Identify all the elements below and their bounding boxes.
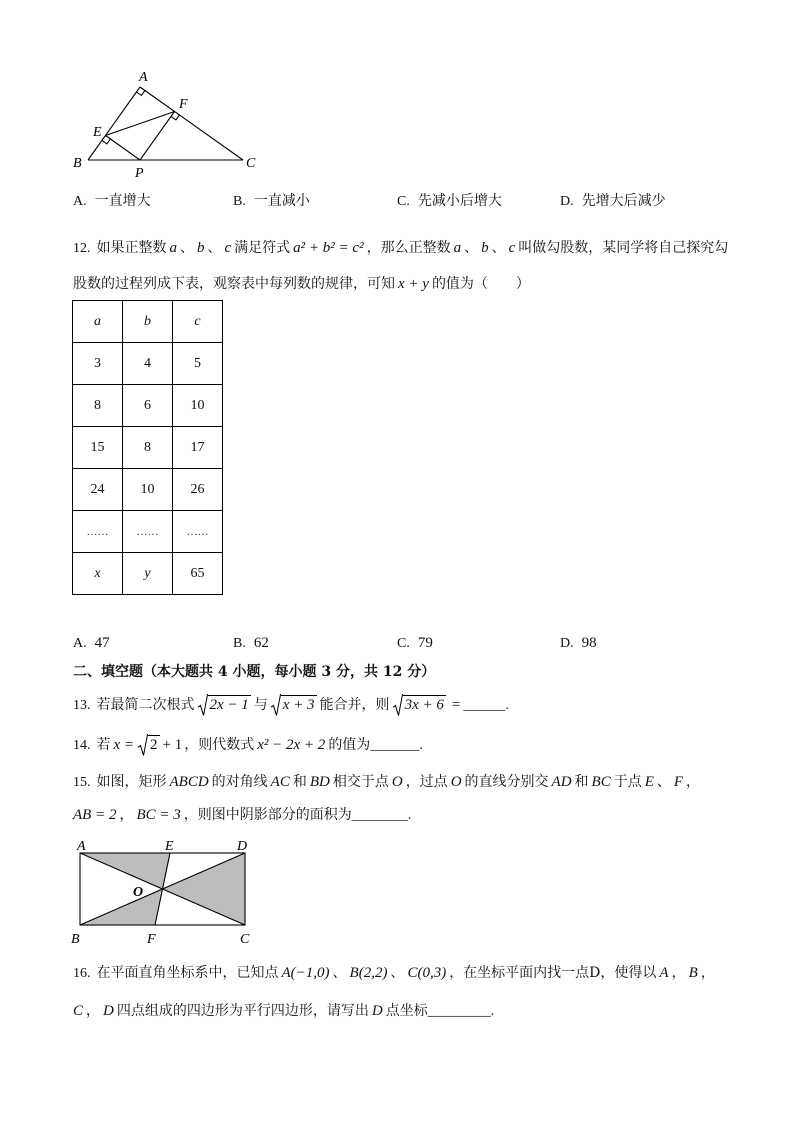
radicand: 2x − 1 — [209, 697, 249, 713]
table-row — [73, 427, 223, 469]
question-15-line-1 — [73, 771, 700, 793]
table-cell: …… — [73, 511, 123, 553]
question-text: 与 — [253, 697, 268, 713]
option-b — [233, 632, 269, 654]
question-text: 若最简二次根式 — [96, 697, 195, 713]
question-text: 四点组成的四边形为平行四边形，请写出 — [116, 1003, 369, 1019]
math-var: O — [391, 774, 403, 790]
math-var: ABCD — [169, 774, 209, 790]
table-row — [73, 343, 223, 385]
radical-sign-icon — [198, 694, 208, 716]
question-text: 、 — [464, 240, 479, 256]
question-text: ， — [671, 965, 686, 981]
radical-expression — [138, 734, 160, 756]
right-angle-mark-e — [102, 139, 110, 144]
option-d — [560, 190, 666, 212]
radical-expression — [393, 694, 446, 716]
table-row — [73, 511, 223, 553]
label-p: P — [135, 166, 144, 181]
question-text: 满足符式 — [234, 240, 291, 256]
option-letter: C. — [397, 636, 410, 651]
table-cell: 17 — [173, 427, 223, 469]
option-c — [397, 190, 502, 212]
math-var: F — [673, 774, 684, 790]
math-var: c — [224, 240, 232, 256]
math-var: BC — [591, 774, 611, 790]
question-number: 12. — [73, 241, 91, 256]
table-cell: 5 — [173, 343, 223, 385]
math-point: A(−1,0) — [281, 965, 330, 981]
math-var: a — [169, 240, 177, 256]
math-var: D — [103, 1003, 114, 1019]
question-text: 在平面直角坐标系中，已知点 — [96, 965, 279, 981]
question-text: 、 — [332, 965, 347, 981]
math-var: AD — [551, 774, 572, 790]
question-text: 、 — [491, 240, 506, 256]
option-letter: D. — [560, 636, 574, 651]
option-text: 先减小后增大 — [417, 193, 502, 209]
period: . — [419, 738, 423, 753]
option-letter: B. — [233, 636, 246, 651]
question-text: ，那么正整数 — [366, 240, 451, 256]
math-equation: a² + b² = c² — [293, 240, 364, 256]
question-12-line-1 — [73, 237, 728, 259]
math-expression: x = — [113, 737, 135, 753]
question-text: ，过点 — [405, 774, 448, 790]
option-text: 一直减小 — [253, 193, 310, 209]
right-angle-mark-f — [171, 115, 179, 120]
period: . — [505, 698, 509, 713]
question-text: 如果正整数 — [96, 240, 167, 256]
math-var: E — [644, 774, 654, 790]
table-row — [73, 301, 223, 343]
table-cell: 8 — [123, 427, 173, 469]
math-var: C — [73, 1003, 84, 1019]
option-letter: C. — [397, 194, 410, 209]
option-text: 98 — [581, 635, 597, 651]
label-b: B — [71, 932, 80, 947]
question-text: 、 — [390, 965, 405, 981]
answer-blank: ______ — [463, 698, 506, 713]
rectangle-figure — [70, 835, 260, 947]
option-a — [73, 632, 110, 654]
math-var: BD — [309, 774, 330, 790]
option-letter: A. — [73, 194, 87, 209]
option-letter: B. — [233, 194, 246, 209]
question-text: 相交于点 — [332, 774, 389, 790]
table-cell: a — [73, 301, 123, 343]
question-15-line-2 — [73, 804, 411, 826]
question-text: ， — [119, 807, 134, 823]
question-text: ， — [86, 1003, 101, 1019]
math-point: C(0,3) — [407, 965, 447, 981]
option-text: 一直增大 — [94, 193, 151, 209]
question-text: 的对角线 — [211, 774, 268, 790]
question-text: 、 — [180, 240, 194, 256]
radicand: 2 — [150, 737, 158, 753]
label-e: E — [93, 125, 102, 140]
label-b: B — [73, 156, 82, 171]
right-angle-mark-a — [137, 91, 145, 96]
math-expression: x² − 2x + 2 — [257, 737, 326, 753]
table-cell: x — [73, 553, 123, 595]
table-row — [73, 553, 223, 595]
table-row — [73, 385, 223, 427]
label-f: F — [147, 932, 156, 947]
period: . — [490, 1004, 495, 1019]
option-text: 62 — [253, 635, 269, 651]
math-expression: + 1 — [162, 737, 183, 753]
label-c: C — [240, 932, 250, 947]
math-var: D — [371, 1003, 383, 1019]
question-text: 点坐标 — [385, 1003, 428, 1019]
question-16-line-2 — [73, 1000, 494, 1022]
question-text: 、 — [207, 240, 222, 256]
radical-expression — [271, 694, 317, 716]
segment-pf — [140, 112, 175, 161]
table-cell: 10 — [123, 469, 173, 511]
question-text: 和 — [574, 774, 589, 790]
math-var: b — [197, 240, 205, 256]
question-text: 和 — [292, 774, 307, 790]
question-text: 如图，矩形 — [96, 774, 167, 790]
section-title: 二、填空题（本大题共 4 小题，每小题 3 分，共 12 分） — [73, 664, 436, 680]
option-a — [73, 190, 151, 212]
answer-blank: _______ — [370, 738, 420, 753]
question-text: 股数的过程列成下表，观察表中每列数的规律，可知 — [73, 276, 395, 292]
question-13 — [73, 694, 509, 718]
question-text: 能合并，则 — [319, 697, 390, 713]
radical-expression — [198, 694, 251, 716]
question-14 — [73, 734, 423, 758]
option-d — [560, 632, 597, 654]
label-c: C — [246, 156, 256, 171]
table-cell: y — [123, 553, 173, 595]
math-point: B(2,2) — [349, 965, 388, 981]
equals-sign: = — [451, 697, 461, 713]
question-text: 的值为 — [328, 737, 371, 753]
question-text: 的直线分别交 — [464, 774, 549, 790]
question-text: 于点 — [613, 774, 642, 790]
label-f: F — [179, 97, 188, 112]
option-b — [233, 190, 310, 212]
question-text: 、 — [656, 774, 671, 790]
label-a: A — [139, 70, 148, 85]
question-text: ， — [686, 774, 701, 790]
label-d: D — [237, 839, 248, 854]
label-a: A — [77, 839, 86, 854]
question-text: ，则图中阴影部分的面积为 — [183, 807, 352, 823]
table-cell: 15 — [73, 427, 123, 469]
math-var: O — [450, 774, 462, 790]
table-cell: 4 — [123, 343, 173, 385]
segment-pe — [106, 136, 141, 161]
math-var: a — [453, 240, 462, 256]
triangle-figure — [70, 65, 270, 180]
answer-blank: _________ — [427, 1004, 491, 1019]
math-var: b — [481, 240, 489, 256]
question-number: 16. — [73, 966, 91, 981]
question-text: 若 — [96, 737, 111, 753]
label-e: E — [165, 839, 174, 854]
answer-blank: ________ — [351, 808, 408, 823]
question-text: 叫做勾股数，某同学将自己探究勾 — [518, 240, 729, 256]
option-letter: D. — [560, 194, 574, 209]
math-var: A — [659, 965, 669, 981]
table-cell: 10 — [173, 385, 223, 427]
math-var: c — [508, 240, 516, 256]
math-expression: BC = 3 — [136, 807, 181, 823]
side-ab — [88, 87, 140, 160]
math-expression: AB = 2 — [73, 807, 117, 823]
question-text: 的值为（ ） — [431, 276, 530, 292]
table-cell: …… — [173, 511, 223, 553]
math-var: AC — [270, 774, 290, 790]
table-cell: 65 — [173, 553, 223, 595]
question-text: ，在坐标平面内找一点D，使得以 — [449, 965, 657, 981]
radical-sign-icon — [271, 694, 281, 716]
table-cell: 24 — [73, 469, 123, 511]
option-text: 先增大后减少 — [581, 193, 666, 209]
question-12-line-2 — [73, 273, 530, 295]
question-number: 13. — [73, 698, 91, 713]
radicand: x + 3 — [282, 697, 315, 713]
question-number: 14. — [73, 738, 91, 753]
table-cell: c — [173, 301, 223, 343]
question-text: ， — [700, 965, 715, 981]
math-var: B — [688, 965, 698, 981]
radicand: 3x + 6 — [404, 697, 444, 713]
option-letter: A. — [73, 636, 87, 651]
table-cell: 26 — [173, 469, 223, 511]
radical-sign-icon — [393, 694, 403, 716]
period: . — [407, 808, 412, 823]
option-c — [397, 632, 433, 654]
math-expression: x + y — [398, 276, 429, 292]
segment-ef — [106, 112, 175, 136]
question-text: ，则代数式 — [184, 737, 255, 753]
table-cell: 3 — [73, 343, 123, 385]
table-row — [73, 469, 223, 511]
table-cell: 8 — [73, 385, 123, 427]
table-cell: b — [123, 301, 173, 343]
question-16-line-1 — [73, 962, 715, 984]
radical-sign-icon — [138, 734, 148, 756]
table-cell: …… — [123, 511, 173, 553]
table-cell: 6 — [123, 385, 173, 427]
side-ac — [140, 87, 243, 160]
option-text: 79 — [417, 635, 433, 651]
shaded-triangle-dco — [163, 853, 246, 925]
question-number: 15. — [73, 775, 91, 790]
pythagorean-table — [72, 300, 223, 595]
label-o: O — [133, 885, 144, 900]
option-text: 47 — [94, 635, 110, 651]
